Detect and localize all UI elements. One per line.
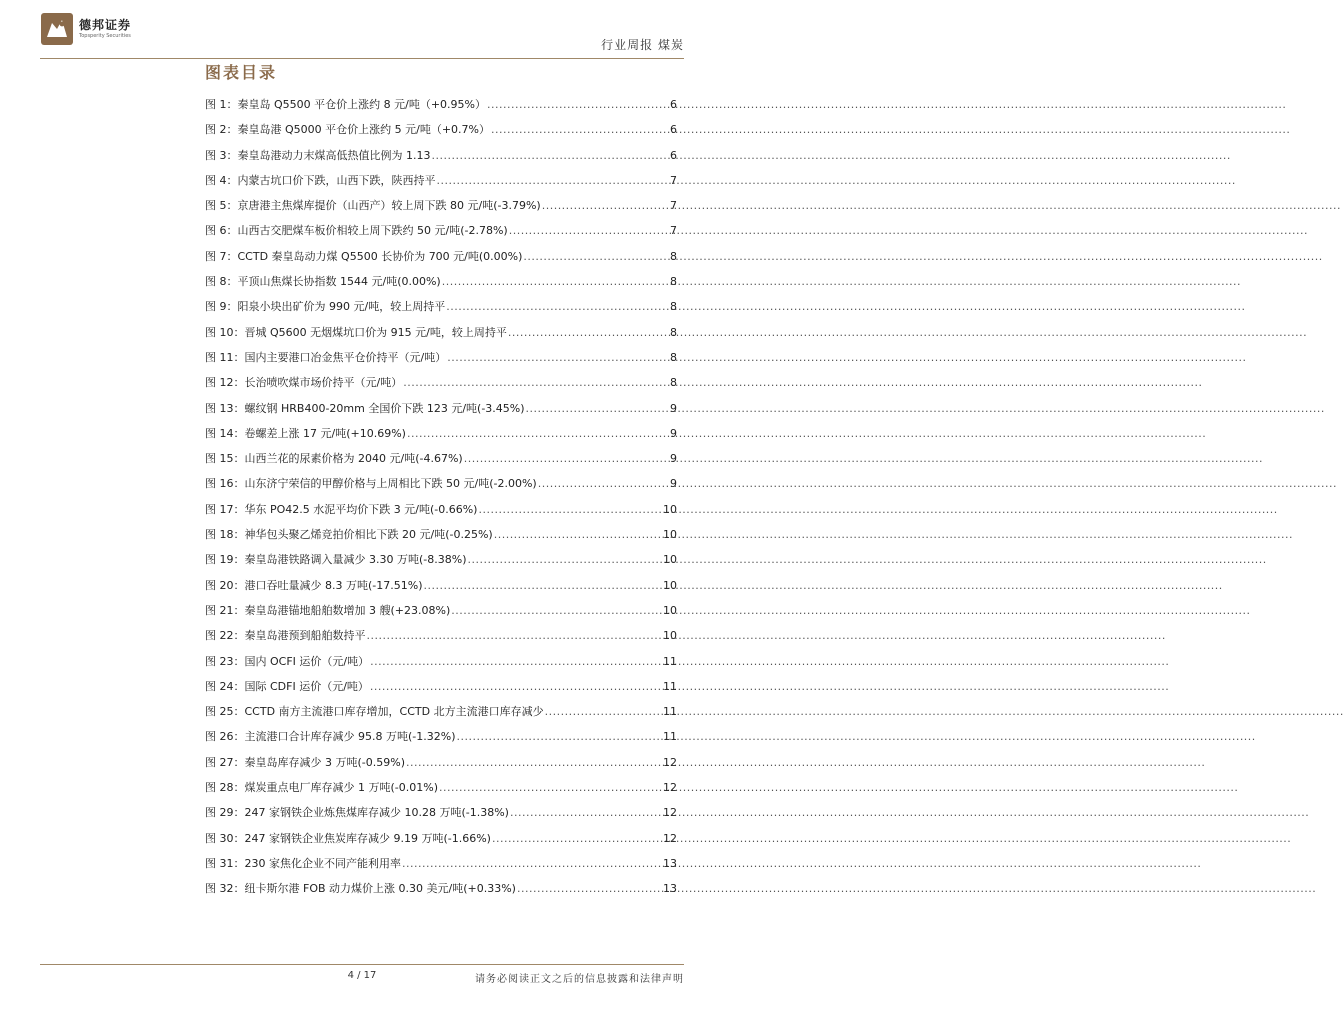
toc-leader-dots <box>508 326 669 339</box>
toc-item[interactable] <box>205 248 677 273</box>
toc-item-text: 纽卡斯尔港 FOB 动力煤价上涨 0.30 美元/吨(+0.33%) <box>244 882 516 896</box>
toc-leader-dots <box>492 832 662 845</box>
toc-item-label: 图 13： <box>205 401 245 415</box>
toc-item[interactable] <box>205 703 677 728</box>
toc-item-text: 山西兰花的尿素价格为 2040 元/吨(-4.67%) <box>244 452 463 466</box>
toc-leader-dots <box>510 806 662 819</box>
toc-item-label: 图 24： <box>205 679 245 693</box>
toc-item-text: 长治喷吹煤市场价持平（元/吨） <box>244 376 403 390</box>
toc-item[interactable] <box>205 754 677 779</box>
toc-item[interactable] <box>205 273 677 298</box>
toc-leader-dots <box>545 705 662 718</box>
toc-item-page: 10 <box>663 502 677 516</box>
toc-item-label: 图 9： <box>205 300 238 314</box>
toc-item-label: 图 2： <box>205 123 238 137</box>
toc-item-page: 9 <box>670 452 677 466</box>
toc-leader-dots <box>423 579 662 592</box>
toc-item-page: 13 <box>663 856 677 870</box>
toc-item[interactable] <box>205 880 677 905</box>
toc-item-page: 10 <box>663 553 677 567</box>
toc-item-label: 图 14： <box>205 426 245 440</box>
toc-leader-dots <box>439 781 662 794</box>
toc-item[interactable] <box>205 526 677 551</box>
toc-item-page: 9 <box>670 477 677 491</box>
toc-item[interactable] <box>205 855 677 880</box>
toc-item[interactable] <box>205 602 677 627</box>
toc-item-page: 10 <box>663 528 677 542</box>
toc-item-text: 247 家钢铁企业焦炭库存减少 9.19 万吨(-1.66%) <box>244 831 491 845</box>
toc-item-text: 山东济宁荣信的甲醇价格与上周相比下跌 50 元/吨(-2.00%) <box>244 477 537 491</box>
toc-item-label: 图 5： <box>205 199 238 213</box>
toc-leader-dots <box>509 224 669 237</box>
toc-item[interactable] <box>205 678 677 703</box>
toc-item-text: 卷螺差上涨 17 元/吨(+10.69%) <box>244 426 406 440</box>
toc-item-text: 国内 OCFI 运价（元/吨） <box>244 654 370 668</box>
toc-item-label: 图 1： <box>205 98 238 111</box>
toc-leader-dots <box>523 250 669 263</box>
toc-item[interactable] <box>205 349 677 374</box>
toc-item[interactable] <box>205 197 677 222</box>
toc-item-page: 7 <box>670 173 677 187</box>
toc-item-page: 12 <box>663 806 677 820</box>
toc-item-page: 7 <box>670 224 677 238</box>
toc-item-text: 神华包头聚乙烯竞拍价相比下跌 20 元/吨(-0.25%) <box>244 528 493 542</box>
toc-item-page: 12 <box>663 831 677 845</box>
toc-item-text: 国内主要港口冶金焦平仓价持平（元/吨） <box>244 350 447 364</box>
toc-leader-dots <box>467 553 662 566</box>
toc-leader-dots <box>406 756 662 769</box>
toc-item[interactable] <box>205 804 677 829</box>
toc-item[interactable] <box>205 779 677 804</box>
toc-item-page: 10 <box>663 629 677 643</box>
toc-leader-dots <box>370 655 662 668</box>
toc-item-page: 11 <box>663 654 677 668</box>
toc-item-text: 平顶山焦煤长协指数 1544 元/吨(0.00%) <box>237 275 441 289</box>
toc-item[interactable] <box>205 374 677 399</box>
logo-text <box>79 18 131 40</box>
toc-item-label: 图 31： <box>205 856 245 870</box>
toc-item[interactable] <box>205 501 677 526</box>
toc-item-label: 图 30： <box>205 831 245 845</box>
toc-item-label: 图 23： <box>205 654 245 668</box>
toc-item-label: 图 21： <box>205 603 245 617</box>
toc-item[interactable] <box>205 324 677 349</box>
toc-leader-dots <box>456 730 662 743</box>
toc-item-page: 12 <box>663 781 677 795</box>
toc-leader-dots <box>370 680 662 693</box>
toc-item-page: 7 <box>670 199 677 213</box>
toc-item-label: 图 18： <box>205 528 245 542</box>
toc-item-label: 图 19： <box>205 553 245 567</box>
toc-item-label: 图 27： <box>205 755 245 769</box>
toc-item-label: 图 6： <box>205 224 238 238</box>
toc-leader-dots <box>464 452 669 465</box>
toc-leader-dots <box>403 376 669 389</box>
toc-leader-dots <box>487 98 669 111</box>
toc-item-label: 图 16： <box>205 477 245 491</box>
toc-item-text: 港口吞吐量减少 8.3 万吨(-17.51%) <box>244 578 423 592</box>
toc-item-page: 11 <box>663 730 677 744</box>
toc-leader-dots <box>432 149 670 162</box>
toc-item[interactable] <box>205 96 677 121</box>
toc-item-text: CCTD 南方主流港口库存增加，CCTD 北方主流港口库存减少 <box>244 705 544 719</box>
logo-name-en: Topsperity Securities <box>79 33 131 39</box>
toc-leader-dots <box>451 604 662 617</box>
toc-item-page: 6 <box>670 98 677 111</box>
footer-disclaimer: 请务必阅读正文之后的信息披露和法律声明 <box>475 974 684 985</box>
toc-item[interactable] <box>205 147 677 172</box>
toc-item-page: 10 <box>663 603 677 617</box>
toc-item-label: 图 32： <box>205 882 245 896</box>
toc-item-label: 图 15： <box>205 452 245 466</box>
toc-leader-dots <box>478 503 662 516</box>
toc-item-label: 图 28： <box>205 781 245 795</box>
toc-item-label: 图 25： <box>205 705 245 719</box>
toc-item-text: 230 家焦化企业不同产能利用率 <box>244 856 401 870</box>
toc-item[interactable] <box>205 121 677 146</box>
toc-item-page: 9 <box>670 426 677 440</box>
toc-leader-dots <box>402 857 662 870</box>
toc-item-page: 6 <box>670 123 677 137</box>
toc-item-text: 秦皇岛港 Q5000 平仓价上涨约 5 元/吨（+0.7%） <box>237 123 491 137</box>
toc-item-page: 8 <box>670 300 677 314</box>
logo-name-cn: 德邦证券 <box>79 18 132 32</box>
toc-item-page: 8 <box>670 325 677 339</box>
toc-item[interactable] <box>205 475 677 500</box>
toc-leader-dots <box>447 351 669 364</box>
toc-item-text: 晋城 Q5600 无烟煤坑口价为 915 元/吨，较上周持平 <box>244 325 507 339</box>
toc-item-page: 11 <box>663 705 677 719</box>
toc-item[interactable] <box>205 728 677 753</box>
toc-item[interactable] <box>205 400 677 425</box>
toc-item-text: 秦皇岛港动力末煤高低热值比例为 1.13 <box>237 148 431 162</box>
toc-item[interactable] <box>205 298 677 323</box>
toc-item[interactable] <box>205 627 677 652</box>
toc-leader-dots <box>407 427 669 440</box>
toc-leader-dots <box>538 477 669 490</box>
toc-item-label: 图 11： <box>205 350 245 364</box>
company-logo <box>40 12 131 46</box>
page-number: 4 / 17 <box>347 970 377 981</box>
toc-item[interactable] <box>205 425 677 450</box>
toc-leader-dots <box>446 300 669 313</box>
toc-title: 图表目录 <box>205 63 278 82</box>
toc-item-page: 12 <box>663 755 677 769</box>
toc-item-text: 山西古交肥煤车板价相较上周下跌约 50 元/吨(-2.78%) <box>237 224 508 238</box>
toc-item-label: 图 3： <box>205 148 238 162</box>
toc-leader-dots <box>542 199 669 212</box>
toc-item[interactable] <box>205 450 677 475</box>
toc-item-text: 秦皇岛港预到船舶数持平 <box>244 629 366 643</box>
toc-leader-dots <box>517 882 662 895</box>
toc-item[interactable] <box>205 577 677 602</box>
toc-item-text: CCTD 秦皇岛动力煤 Q5500 长协价为 700 元/吨(0.00%) <box>237 249 523 263</box>
toc-item-text: 阳泉小块出矿价为 990 元/吨，较上周持平 <box>237 300 446 314</box>
toc-item-page: 8 <box>670 275 677 289</box>
toc-item-page: 8 <box>670 350 677 364</box>
toc-leader-dots <box>367 629 663 642</box>
toc-leader-dots <box>526 402 669 415</box>
toc-item-text: 华东 PO42.5 水泥平均价下跌 3 元/吨(-0.66%) <box>244 502 478 516</box>
toc-item[interactable] <box>205 172 677 197</box>
toc-item-label: 图 29： <box>205 806 245 820</box>
toc-item-text: 秦皇岛港铁路调入量减少 3.30 万吨(-8.38%) <box>244 553 467 567</box>
toc-item[interactable] <box>205 222 677 247</box>
toc-item-label: 图 17： <box>205 502 245 516</box>
toc-item-text: 秦皇岛库存减少 3 万吨(-0.59%) <box>244 755 405 769</box>
page-header <box>40 12 684 58</box>
report-category: 行业周报 煤炭 <box>601 38 684 52</box>
toc-item-label: 图 8： <box>205 275 238 289</box>
toc-item-text: 京唐港主焦煤库提价（山西产）较上周下跌 80 元/吨(-3.79%) <box>237 199 541 213</box>
toc-item-label: 图 26： <box>205 730 245 744</box>
toc-item-text: 主流港口合计库存减少 95.8 万吨(-1.32%) <box>244 730 456 744</box>
toc-item-text: 内蒙古坑口价下跌，山西下跌，陕西持平 <box>237 173 436 187</box>
header-divider <box>40 58 684 59</box>
toc-item-label: 图 4： <box>205 173 238 187</box>
toc-item[interactable] <box>205 551 677 576</box>
toc-item[interactable] <box>205 653 677 678</box>
toc-item-text: 247 家钢铁企业炼焦煤库存减少 10.28 万吨(-1.38%) <box>244 806 509 820</box>
toc-item-label: 图 12： <box>205 376 245 390</box>
toc-item-page: 8 <box>670 249 677 263</box>
toc-leader-dots <box>494 528 662 541</box>
company-logo-icon <box>40 12 74 46</box>
toc-item-page: 11 <box>663 679 677 693</box>
toc-item-text: 秦皇岛 Q5500 平仓价上涨约 8 元/吨（+0.95%） <box>237 98 487 111</box>
toc-item-label: 图 7： <box>205 249 238 263</box>
toc-item-text: 煤炭重点电厂库存减少 1 万吨(-0.01%) <box>244 781 438 795</box>
toc-item-label: 图 10： <box>205 325 245 339</box>
toc-item-text: 秦皇岛港锚地船舶数增加 3 艘(+23.08%) <box>244 603 451 617</box>
toc-item-text: 国际 CDFI 运价（元/吨） <box>244 679 369 693</box>
toc-item-text: 螺纹钢 HRB400-20mm 全国价下跌 123 元/吨(-3.45%) <box>244 401 525 415</box>
toc-item-page: 6 <box>670 148 677 162</box>
toc-item-page: 9 <box>670 401 677 415</box>
toc-list <box>205 96 677 906</box>
toc-leader-dots <box>442 275 669 288</box>
toc-item-label: 图 22： <box>205 629 245 643</box>
footer-divider <box>40 964 684 965</box>
toc-item-page: 13 <box>663 882 677 896</box>
toc-item-page: 10 <box>663 578 677 592</box>
toc-leader-dots <box>437 174 670 187</box>
toc-item-label: 图 20： <box>205 578 245 592</box>
toc-item[interactable] <box>205 830 677 855</box>
toc-item-page: 8 <box>670 376 677 390</box>
toc-leader-dots <box>491 123 669 136</box>
